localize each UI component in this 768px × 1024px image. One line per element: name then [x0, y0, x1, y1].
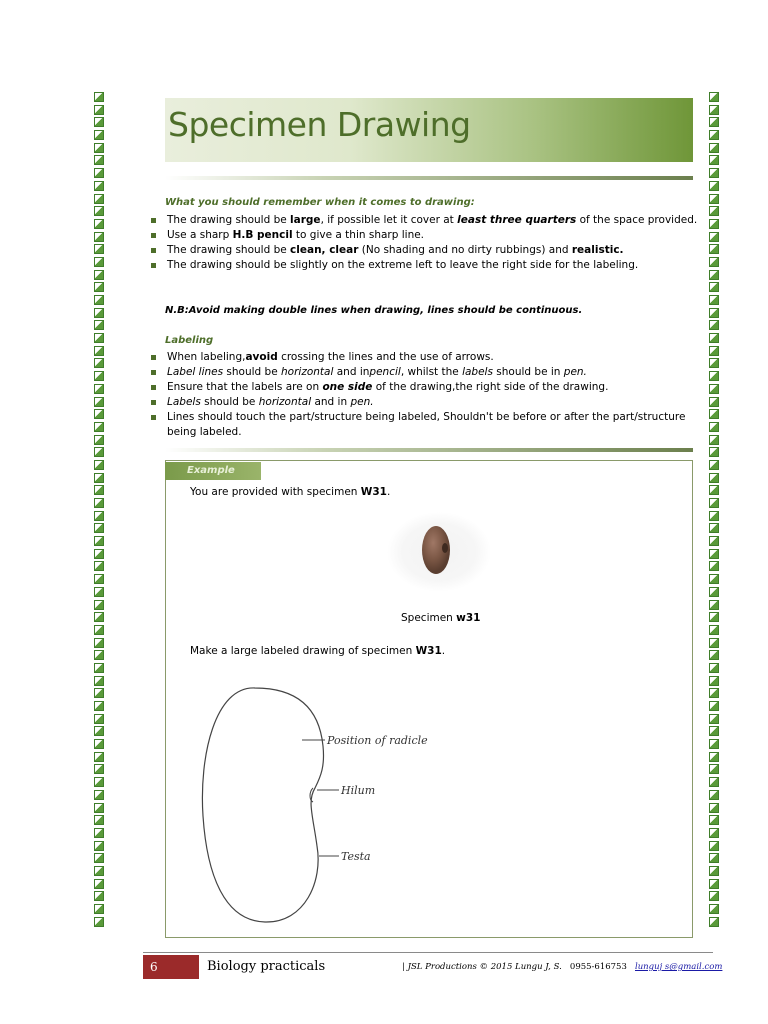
right-border-pattern — [709, 92, 721, 929]
list-item-text: Use a sharp — [167, 229, 233, 241]
border-tile — [94, 371, 104, 381]
border-tile — [709, 600, 719, 610]
border-tile — [709, 232, 719, 242]
example-tab: Example — [165, 462, 261, 480]
border-tile — [709, 384, 719, 394]
list-item-text: Labels — [167, 396, 201, 408]
footer-credit-text: JSL Productions © 2015 Lungu J, S. — [407, 962, 562, 972]
footer-credit: | JSL Productions © 2015 Lungu J, S. 0955-616753 lunguj s@gmail.com — [402, 962, 723, 972]
border-tile — [94, 485, 104, 495]
border-tile — [94, 181, 104, 191]
list-item-text: Lines should touch the part/structure being labeled, Shouldn't be before or after the part/structure being labeled. — [167, 411, 686, 438]
border-tile — [709, 815, 719, 825]
example-intro-end: . — [386, 486, 391, 498]
seed-outline — [202, 688, 323, 922]
border-tile — [94, 523, 104, 533]
border-tile — [94, 409, 104, 419]
border-tile — [709, 688, 719, 698]
border-tile — [709, 638, 719, 648]
border-tile — [709, 891, 719, 901]
border-tile — [94, 764, 104, 774]
border-tile — [94, 828, 104, 838]
border-tile — [709, 206, 719, 216]
border-tile — [94, 879, 104, 889]
list-item-text: should be — [200, 396, 259, 408]
border-tile — [94, 447, 104, 457]
list-item-text: realistic. — [571, 244, 624, 256]
list-item-text: The drawing should be — [167, 244, 291, 256]
border-tile — [709, 117, 719, 127]
border-tile — [94, 397, 104, 407]
list-item — [150, 350, 695, 365]
border-tile — [709, 714, 719, 724]
border-tile — [94, 815, 104, 825]
task-end: . — [441, 645, 446, 657]
border-tile — [94, 117, 104, 127]
border-tile — [94, 714, 104, 724]
border-tile — [94, 232, 104, 242]
specimen-caption — [401, 612, 480, 624]
caption-text: Specimen — [401, 612, 457, 624]
list-item-text: avoid — [245, 351, 278, 363]
border-tile — [94, 295, 104, 305]
border-tile — [709, 625, 719, 635]
task-code: W31 — [415, 645, 442, 657]
list-item — [150, 213, 697, 228]
border-tile — [94, 574, 104, 584]
border-tile — [94, 777, 104, 787]
border-tile — [709, 473, 719, 483]
border-tile — [94, 308, 104, 318]
footer-phone: 0955-616753 — [569, 962, 627, 972]
border-tile — [709, 536, 719, 546]
list-item-text: Ensure that the labels are on — [167, 381, 323, 393]
border-tile — [94, 282, 104, 292]
footer-rule — [143, 952, 713, 953]
border-tile — [94, 333, 104, 343]
border-tile — [94, 739, 104, 749]
page-title: Specimen Drawing — [168, 105, 471, 144]
border-tile — [709, 447, 719, 457]
list-item-text: crossing the lines and the use of arrows. — [277, 351, 494, 363]
border-tile — [709, 92, 719, 102]
labeling-heading: Labeling — [165, 335, 214, 346]
border-tile — [709, 650, 719, 660]
section-divider — [165, 448, 693, 452]
border-tile — [94, 676, 104, 686]
border-tile — [94, 536, 104, 546]
border-tile — [709, 663, 719, 673]
border-tile — [94, 358, 104, 368]
border-tile — [94, 498, 104, 508]
border-tile — [709, 409, 719, 419]
border-tile — [709, 295, 719, 305]
list-item-text: pencil — [369, 366, 401, 378]
border-tile — [94, 460, 104, 470]
border-tile — [709, 435, 719, 445]
border-tile — [94, 790, 104, 800]
border-tile — [709, 460, 719, 470]
border-tile — [94, 752, 104, 762]
border-tile — [94, 600, 104, 610]
border-tile — [709, 346, 719, 356]
border-tile — [94, 638, 104, 648]
border-tile — [709, 308, 719, 318]
caption-code: w31 — [456, 612, 481, 624]
list-item-text: The drawing should be — [167, 214, 291, 226]
border-tile — [709, 790, 719, 800]
page-number: 6 — [143, 955, 199, 979]
border-tile — [709, 701, 719, 711]
task-text: Make a large labeled drawing of specimen — [190, 645, 416, 657]
list-item-text: pen. — [350, 396, 374, 408]
border-tile — [709, 866, 719, 876]
border-tile — [94, 422, 104, 432]
border-tile — [709, 612, 719, 622]
border-tile — [94, 384, 104, 394]
border-tile — [709, 194, 719, 204]
border-tile — [709, 828, 719, 838]
border-tile — [709, 726, 719, 736]
label-hilum: Hilum — [341, 784, 376, 797]
border-tile — [709, 676, 719, 686]
specimen-photo — [385, 510, 493, 595]
border-tile — [94, 726, 104, 736]
border-tile — [709, 130, 719, 140]
list-item — [150, 395, 695, 410]
list-item-text: H.B pencil — [232, 229, 293, 241]
border-tile — [94, 917, 104, 927]
list-item-text: should be in — [492, 366, 564, 378]
list-item-text: to give a thin sharp line. — [292, 229, 425, 241]
border-tile — [709, 358, 719, 368]
list-item-text: The drawing should be slightly on the extreme left to leave the right side for the labeling. — [167, 259, 639, 271]
border-tile — [709, 168, 719, 178]
border-tile — [709, 561, 719, 571]
list-item-text: clean, clear — [290, 244, 359, 256]
border-tile — [709, 143, 719, 153]
border-tile — [94, 904, 104, 914]
border-tile — [709, 244, 719, 254]
border-tile — [94, 270, 104, 280]
list-item-text: , whilst the — [400, 366, 463, 378]
border-tile — [709, 422, 719, 432]
border-tile — [709, 777, 719, 787]
example-intro-text: You are provided with specimen — [190, 486, 361, 498]
example-task — [190, 645, 445, 657]
border-tile — [94, 650, 104, 660]
border-tile — [94, 168, 104, 178]
nb-note: N.B:Avoid making double lines when drawing, lines should be continuous. — [165, 305, 583, 316]
border-tile — [709, 752, 719, 762]
list-item-text: horizontal — [281, 366, 334, 378]
drawing-rules-list — [150, 213, 697, 273]
list-item-text: of the space provided. — [576, 214, 698, 226]
border-tile — [709, 181, 719, 191]
border-tile — [709, 371, 719, 381]
border-tile — [709, 574, 719, 584]
border-tile — [94, 219, 104, 229]
list-item-text: and in — [311, 396, 351, 408]
border-tile — [709, 549, 719, 559]
list-item-text: (No shading and no dirty rubbings) and — [358, 244, 572, 256]
specimen-drawing — [195, 676, 475, 926]
border-tile — [94, 155, 104, 165]
border-tile — [94, 866, 104, 876]
example-intro-code: W31 — [360, 486, 387, 498]
border-tile — [709, 879, 719, 889]
label-testa: Testa — [341, 850, 371, 863]
border-tile — [94, 511, 104, 521]
border-tile — [94, 320, 104, 330]
list-item-text: , if possible let it cover at — [320, 214, 458, 226]
border-tile — [94, 435, 104, 445]
border-tile — [709, 841, 719, 851]
list-item-text: large — [290, 214, 321, 226]
border-tile — [94, 663, 104, 673]
border-tile — [94, 105, 104, 115]
list-item — [150, 380, 695, 395]
border-tile — [94, 853, 104, 863]
border-tile — [709, 511, 719, 521]
border-tile — [709, 764, 719, 774]
border-tile — [709, 587, 719, 597]
border-tile — [709, 803, 719, 813]
border-tile — [709, 523, 719, 533]
border-tile — [709, 282, 719, 292]
list-item — [150, 228, 697, 243]
list-item — [150, 243, 697, 258]
border-tile — [94, 803, 104, 813]
list-item-text: one side — [322, 381, 373, 393]
border-tile — [709, 320, 719, 330]
border-tile — [709, 257, 719, 267]
list-item-text: horizontal — [258, 396, 312, 408]
border-tile — [709, 155, 719, 165]
border-tile — [94, 561, 104, 571]
border-tile — [709, 739, 719, 749]
border-tile — [94, 625, 104, 635]
list-item-text: pen. — [563, 366, 587, 378]
border-tile — [709, 270, 719, 280]
list-item-text: Label lines — [167, 366, 224, 378]
border-tile — [94, 143, 104, 153]
list-item — [150, 258, 697, 273]
labeling-rules-list — [150, 350, 695, 440]
border-tile — [94, 891, 104, 901]
border-tile — [709, 485, 719, 495]
border-tile — [94, 612, 104, 622]
list-item — [150, 410, 695, 440]
list-item-text: of the drawing,the right side of the drawing. — [372, 381, 609, 393]
border-tile — [94, 257, 104, 267]
border-tile — [709, 853, 719, 863]
border-tile — [94, 206, 104, 216]
border-tile — [94, 346, 104, 356]
footer-book-title: Biology practicals — [207, 959, 326, 974]
list-item-text: and in — [333, 366, 370, 378]
border-tile — [94, 549, 104, 559]
border-tile — [94, 130, 104, 140]
list-item-text: should be — [223, 366, 282, 378]
example-intro — [190, 486, 390, 498]
border-tile — [709, 105, 719, 115]
border-tile — [709, 333, 719, 343]
border-tile — [709, 904, 719, 914]
label-radicle: Position of radicle — [327, 734, 428, 747]
border-tile — [94, 587, 104, 597]
list-item-text: When labeling, — [167, 351, 246, 363]
list-item — [150, 365, 695, 380]
border-tile — [709, 917, 719, 927]
border-tile — [94, 92, 104, 102]
border-tile — [709, 498, 719, 508]
border-tile — [94, 688, 104, 698]
border-tile — [94, 841, 104, 851]
left-border-pattern — [94, 92, 106, 929]
border-tile — [94, 701, 104, 711]
border-tile — [94, 244, 104, 254]
title-divider — [165, 176, 693, 180]
border-tile — [709, 219, 719, 229]
list-item-text: least three quarters — [457, 214, 577, 226]
border-tile — [94, 473, 104, 483]
drawing-heading: What you should remember when it comes to drawing: — [165, 197, 475, 208]
list-item-text: labels — [462, 366, 493, 378]
border-tile — [94, 194, 104, 204]
border-tile — [709, 397, 719, 407]
footer-email-link[interactable]: lunguj s@gmail.com — [634, 962, 723, 972]
